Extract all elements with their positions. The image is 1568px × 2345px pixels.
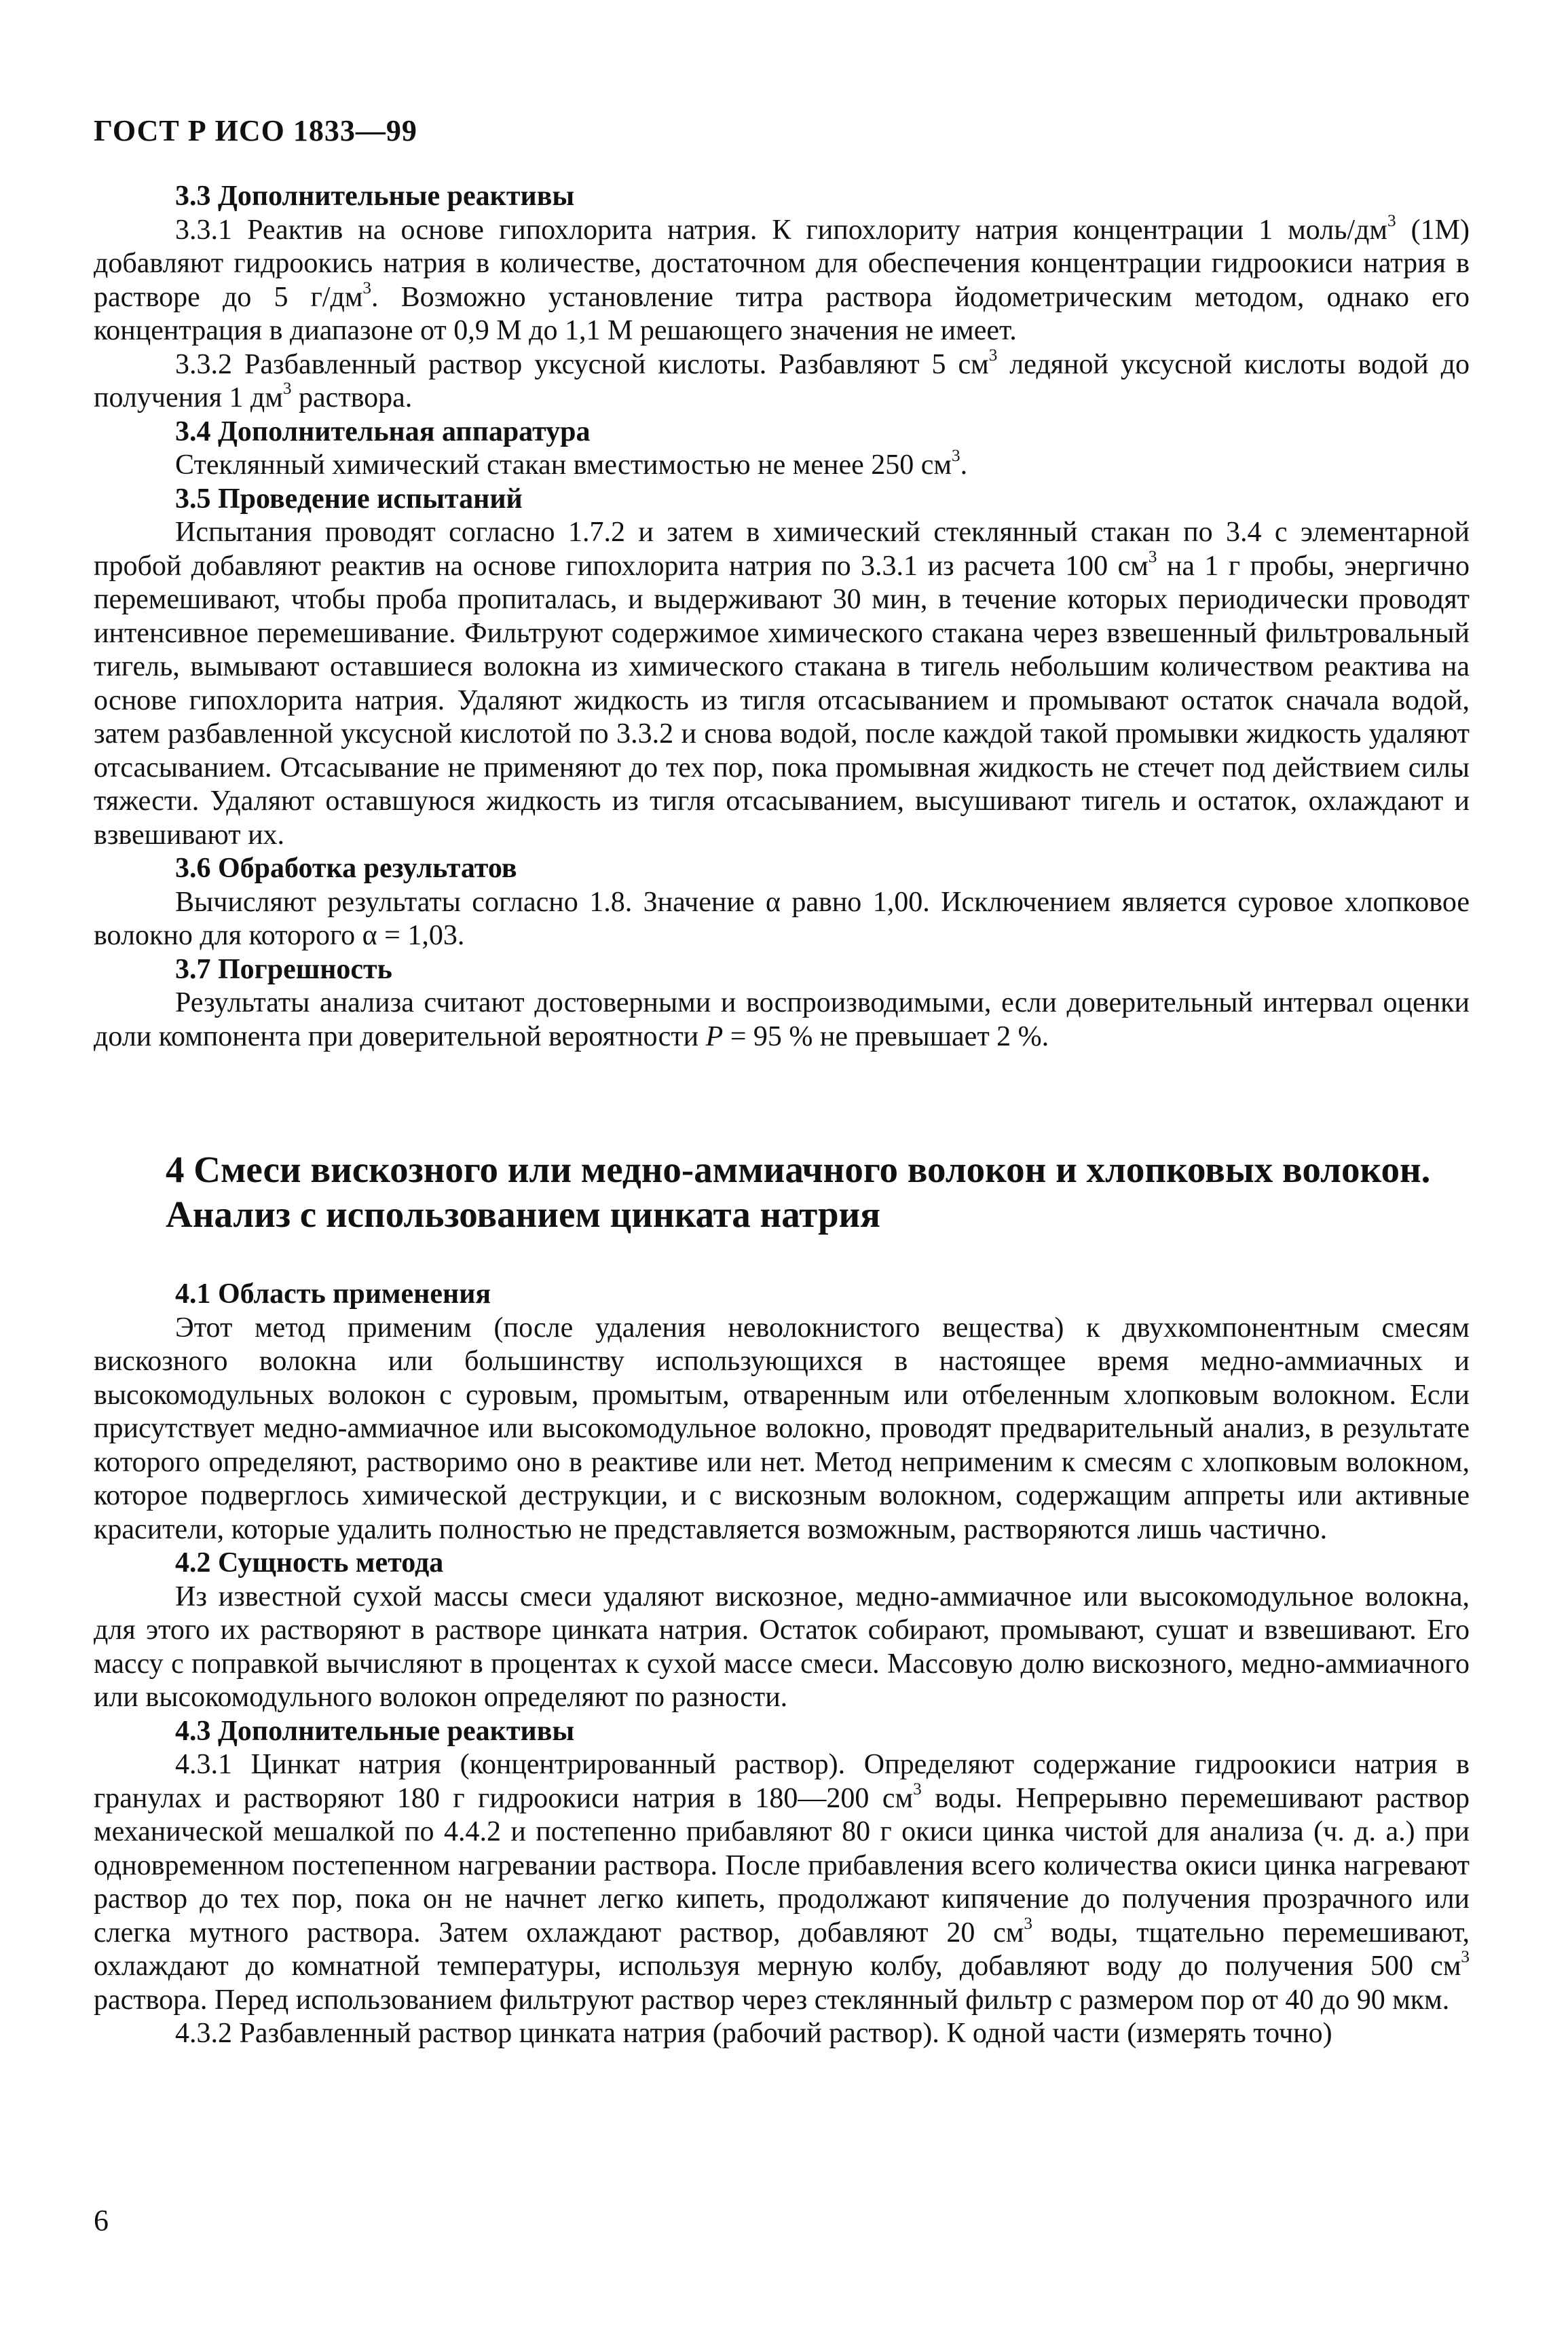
paragraph-3-4: Стеклянный химический стакан вместимостью не менее 250 $см^3$. xyxy=(175,447,968,481)
section-3-4-heading: 3.4 Дополнительная аппаратура xyxy=(175,416,591,447)
section-3-6-heading: 3.6 Обработка результатов xyxy=(175,853,517,884)
paragraph-4-3-1: 4.3.1 Цинкат натрия (концентрированный раствор). Определяют содержание гидроокиси натрия в гранулах и растворяют 180 г гидроокиси натрия в 180—200 $см^3$ воды. Непрерывно перемешивают раствор механической мешалкой по 4.4.2 и постепенно прибавляют 80 г окиси цинка чистой для анализа (ч. д. а.) при одновременном постепенном нагревании раствора. После прибавления всего количества окиси цинка нагревают раствор до тех пор, пока он не начнет легко кипеть, продолжают кипячение до получения прозрачного или слегка мутного раствора. Затем охлаждают раствор, добавляют 20 $см^3$ воды, тщательно перемешивают, охлаждают до комнатной температуры, используя мерную колбу, добавляют воду до получения 500 $см^3$ раствора. Перед использованием фильтруют раствор через стеклянный фильтр с размером пор от 40 до 90 мкм. xyxy=(94,1749,1470,2016)
sections-4-1-to-4-3 xyxy=(94,1278,1470,2051)
section-4-1-heading: 4.1 Область применения xyxy=(175,1278,491,1310)
sections-3-3-to-3-7 xyxy=(94,180,1470,1054)
paragraph-3-5: Испытания проводят согласно 1.7.2 и затем в химический стеклянный стакан по 3.4 с элементарной пробой добавляют реактив на основе гипохлорита натрия по 3.3.1 из расчета 100 $см^3$ на 1 г пробы, энергично перемешивают, чтобы проба пропиталась, и выдерживают 30 мин, в течение которых периодически проводят интенсивное перемешивание. Фильтруют содержимое химического стакана через взвешенный фильтровальный тигель, вымывают оставшиеся волокна из химического стакана в тигель небольшим количеством реактива на основе гипохлорита натрия. Удаляют жидкость из тигля отсасыванием и промывают остаток сначала водой, затем разбавленной уксусной кислотой по 3.3.2 и снова водой, после каждой такой промывки жидкость удаляют отсасыванием. Отсасывание не применяют до тех пор, пока промывная жидкость не стечет под действием силы тяжести. Удаляют оставшуюся жидкость из тигля отсасыванием, высушивают тигель и остаток, охлаждают и взвешивают их. xyxy=(94,517,1470,851)
section-4-3-heading: 4.3 Дополнительные реактивы xyxy=(175,1715,575,1747)
paragraph-3-3-2: 3.3.2 Разбавленный раствор уксусной кислоты. Разбавляют 5 $см^3$ ледяной уксусной кислоты водой до получения 1 $дм^3$ раствора. xyxy=(94,346,1470,413)
section-3-3-heading: 3.3 Дополнительные реактивы xyxy=(175,181,575,212)
paragraph-3-7: Результаты анализа считают достоверными и воспроизводимыми, если доверительный интервал оценки доли компонента при доверительной вероятности P = 95 % не превышает 2 %. xyxy=(94,987,1470,1052)
section-4-2-heading: 4.2 Сущность метода xyxy=(175,1547,444,1578)
paragraph-4-3-2: 4.3.2 Разбавленный раствор цинката натрия (рабочий раствор). К одной части (измерять точно) xyxy=(175,2018,1332,2049)
section-3-7-heading: 3.7 Погрешность xyxy=(175,953,392,985)
section-4-title: 4 Смеси вискозного или медно-аммиачного волокон и хлопковых волокон. Анализ с использованием цинката натрия xyxy=(166,1149,1431,1235)
paragraph-3-3-1: 3.3.1 Реактив на основе гипохлорита натрия. К гипохлориту натрия концентрации 1 моль/$дм^3$ (1М) добавляют гидроокись натрия в количестве, достаточном для обеспечения концентрации гидроокиси натрия в растворе до 5 $г/дм^3$. Возможно установление титра раствора йодометрическим методом, однако его концентрация в диапазоне от 0,9 М до 1,1 М решающего значения не имеет. xyxy=(94,211,1470,346)
page-number: 6 xyxy=(94,2204,109,2237)
section-3-5-heading: 3.5 Проведение испытаний xyxy=(175,483,523,515)
paragraph-3-6: Вычисляют результаты согласно 1.8. Значение α равно 1,00. Исключением является суровое хлопковое волокно для которого α = 1,03. xyxy=(94,886,1470,951)
paragraph-4-2: Из известной сухой массы смеси удаляют вискозное, медно-аммиачное или высокомодульное волокна, для этого их растворяют в растворе цинката натрия. Остаток собирают, промывают, сушат и взвешивают. Его массу с поправкой вычисляют в процентах к сухой массе смеси. Массовую долю вискозного, медно-аммиачного или высокомодульного волокон определяют по разности. xyxy=(94,1581,1470,1713)
document-header: ГОСТ Р ИСО 1833—99 xyxy=(94,114,417,147)
paragraph-4-1: Этот метод применим (после удаления неволокнистого вещества) к двухкомпонентным смесям вискозного волокна или большинству использующихся в настоящее время медно-аммиачных и высокомодульных волокон с суровым, промытым, отваренным или отбеленным хлопковым волокном. Если присутствует медно-аммиачное или высокомодульное волокно, проводят предварительный анализ, в результате которого определяют, растворимо оно в реактиве или нет. Метод неприменим к смесям с хлопковым волокном, которое подверглось химической деструкции, и с вискозным волокном, содержащим аппреты или активные красители, которые удалить полностью не представляется возможным, растворяются лишь частично. xyxy=(94,1312,1470,1545)
